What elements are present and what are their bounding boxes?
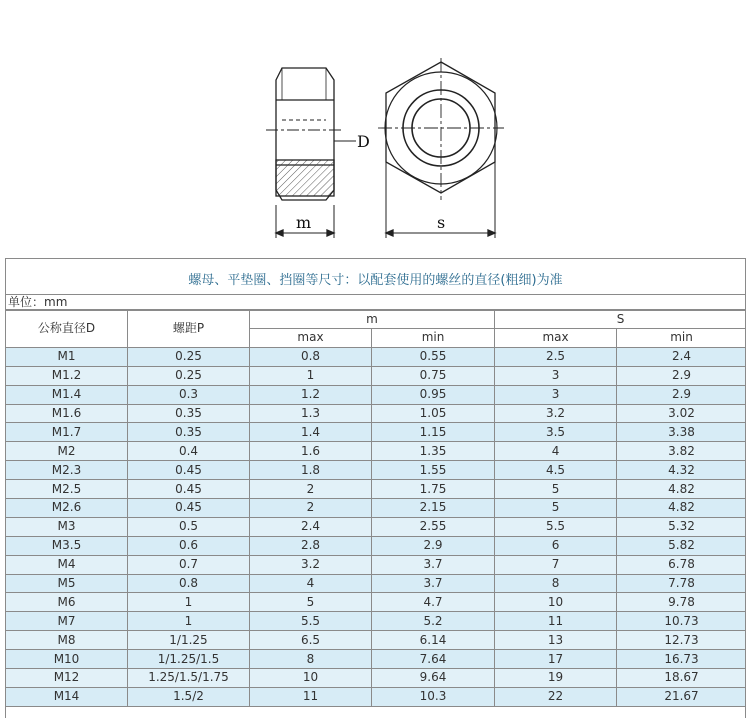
table-row — [6, 461, 747, 480]
cell-m-min: 0.75 — [372, 366, 495, 385]
cell-s-min: 4.82 — [617, 499, 746, 518]
cell-m-min: 6.14 — [372, 631, 495, 650]
header-m: m — [250, 311, 495, 329]
cell-m-max: 5.5 — [250, 612, 372, 631]
cell-s-max: 11 — [495, 612, 617, 631]
table-row — [6, 442, 747, 461]
header-s-max: max — [495, 329, 617, 348]
table-row — [6, 574, 747, 593]
cell-s-min: 12.73 — [617, 631, 746, 650]
cell-pitch: 0.6 — [128, 536, 250, 555]
cell-pitch: 0.35 — [128, 423, 250, 442]
cell-pitch: 0.25 — [128, 366, 250, 385]
cell-s-max: 13 — [495, 631, 617, 650]
cell-s-max: 5 — [495, 480, 617, 499]
table-row — [6, 555, 747, 574]
label-m: m — [296, 213, 312, 232]
cell-s-max: 4.5 — [495, 461, 617, 480]
cell-diameter: M3 — [6, 517, 128, 536]
cell-s-max: 7 — [495, 555, 617, 574]
cell-pitch: 1 — [128, 612, 250, 631]
table-row — [6, 404, 747, 423]
cell-m-max: 11 — [250, 687, 372, 706]
cell-m-min: 2.9 — [372, 536, 495, 555]
cell-s-min: 3.02 — [617, 404, 746, 423]
cell-s-min: 2.9 — [617, 366, 746, 385]
cell-m-max: 1.2 — [250, 385, 372, 404]
table-row — [6, 423, 747, 442]
cell-s-min: 5.82 — [617, 536, 746, 555]
cell-pitch: 0.7 — [128, 555, 250, 574]
table-row — [6, 385, 747, 404]
cell-s-min: 3.38 — [617, 423, 746, 442]
cell-s-min: 3.82 — [617, 442, 746, 461]
cell-diameter: M2.3 — [6, 461, 128, 480]
cell-pitch: 0.3 — [128, 385, 250, 404]
cell-m-min: 4.7 — [372, 593, 495, 612]
cell-s-min: 6.78 — [617, 555, 746, 574]
cell-diameter: M6 — [6, 593, 128, 612]
table-row — [6, 536, 747, 555]
table-row — [6, 480, 747, 499]
cell-m-min: 5.2 — [372, 612, 495, 631]
front-view — [378, 58, 504, 238]
cell-s-min: 9.78 — [617, 593, 746, 612]
cell-s-max: 2.5 — [495, 347, 617, 366]
cell-diameter: M12 — [6, 669, 128, 688]
cell-s-max: 5 — [495, 499, 617, 518]
cell-s-max: 4 — [495, 442, 617, 461]
cell-diameter: M2.6 — [6, 499, 128, 518]
cell-diameter: M14 — [6, 687, 128, 706]
cell-m-max: 1.8 — [250, 461, 372, 480]
cell-diameter: M7 — [6, 612, 128, 631]
header-m-min: min — [372, 329, 495, 348]
cell-diameter: M1 — [6, 347, 128, 366]
label-s: s — [437, 213, 446, 232]
header-diameter: 公称直径D — [6, 311, 128, 348]
cell-s-min: 18.67 — [617, 669, 746, 688]
dimension-table-panel — [5, 258, 746, 718]
cell-diameter: M1.6 — [6, 404, 128, 423]
header-m-max: max — [250, 329, 372, 348]
cell-s-min: 10.73 — [617, 612, 746, 631]
table-header-row — [6, 311, 747, 329]
table-row — [6, 366, 747, 385]
table-caption: 螺母、平垫圈、挡圈等尺寸：以配套使用的螺丝的直径(粗细)为准 — [6, 259, 745, 295]
cell-m-min: 1.35 — [372, 442, 495, 461]
cell-diameter: M2.5 — [6, 480, 128, 499]
cell-s-max: 3 — [495, 385, 617, 404]
cell-pitch: 1.5/2 — [128, 687, 250, 706]
cell-s-min: 5.32 — [617, 517, 746, 536]
table-row — [6, 631, 747, 650]
cell-pitch: 0.4 — [128, 442, 250, 461]
cell-m-max: 3.2 — [250, 555, 372, 574]
cell-m-min: 3.7 — [372, 574, 495, 593]
table-row — [6, 669, 747, 688]
cell-m-min: 0.95 — [372, 385, 495, 404]
cell-s-max: 3.2 — [495, 404, 617, 423]
cell-pitch: 0.8 — [128, 574, 250, 593]
cell-s-min: 7.78 — [617, 574, 746, 593]
cell-m-max: 1.3 — [250, 404, 372, 423]
cell-s-min: 16.73 — [617, 650, 746, 669]
cell-m-max: 1.6 — [250, 442, 372, 461]
cell-m-max: 4 — [250, 574, 372, 593]
cell-s-min: 4.82 — [617, 480, 746, 499]
cell-diameter: M1.7 — [6, 423, 128, 442]
cell-m-min: 0.55 — [372, 347, 495, 366]
cell-s-min: 4.32 — [617, 461, 746, 480]
dimension-table — [5, 310, 746, 707]
cell-m-min: 9.64 — [372, 669, 495, 688]
cell-diameter: M5 — [6, 574, 128, 593]
table-row — [6, 593, 747, 612]
cell-s-max: 19 — [495, 669, 617, 688]
cell-pitch: 0.45 — [128, 480, 250, 499]
cell-diameter: M1.2 — [6, 366, 128, 385]
cell-m-max: 10 — [250, 669, 372, 688]
table-row — [6, 347, 747, 366]
hex-nut-drawing — [0, 0, 750, 258]
cell-s-max: 22 — [495, 687, 617, 706]
cell-s-min: 2.9 — [617, 385, 746, 404]
cell-diameter: M4 — [6, 555, 128, 574]
cell-pitch: 0.5 — [128, 517, 250, 536]
cell-m-min: 3.7 — [372, 555, 495, 574]
header-s-min: min — [617, 329, 746, 348]
cell-s-max: 3 — [495, 366, 617, 385]
cell-s-min: 2.4 — [617, 347, 746, 366]
cell-m-min: 1.05 — [372, 404, 495, 423]
cell-m-max: 1 — [250, 366, 372, 385]
cell-m-min: 2.15 — [372, 499, 495, 518]
table-row — [6, 499, 747, 518]
cell-m-max: 0.8 — [250, 347, 372, 366]
cell-m-min: 1.75 — [372, 480, 495, 499]
table-row — [6, 517, 747, 536]
label-D: D — [357, 132, 370, 151]
cell-s-max: 8 — [495, 574, 617, 593]
cell-m-min: 7.64 — [372, 650, 495, 669]
table-row — [6, 612, 747, 631]
cell-m-max: 1.4 — [250, 423, 372, 442]
cell-s-max: 5.5 — [495, 517, 617, 536]
cell-s-min: 21.67 — [617, 687, 746, 706]
cell-diameter: M3.5 — [6, 536, 128, 555]
cell-m-max: 5 — [250, 593, 372, 612]
cell-m-min: 1.55 — [372, 461, 495, 480]
cell-m-max: 2.8 — [250, 536, 372, 555]
table-row — [6, 650, 747, 669]
table-row — [6, 687, 747, 706]
cell-m-min: 10.3 — [372, 687, 495, 706]
cell-diameter: M2 — [6, 442, 128, 461]
cell-diameter: M8 — [6, 631, 128, 650]
cell-pitch: 0.35 — [128, 404, 250, 423]
cell-m-max: 2 — [250, 499, 372, 518]
cell-m-min: 2.55 — [372, 517, 495, 536]
cell-m-max: 2.4 — [250, 517, 372, 536]
cell-s-max: 17 — [495, 650, 617, 669]
cell-pitch: 0.25 — [128, 347, 250, 366]
unit-label: 单位：mm — [6, 295, 745, 310]
cell-pitch: 1 — [128, 593, 250, 612]
cell-pitch: 1/1.25/1.5 — [128, 650, 250, 669]
cell-pitch: 0.45 — [128, 461, 250, 480]
header-pitch: 螺距P — [128, 311, 250, 348]
cell-pitch: 0.45 — [128, 499, 250, 518]
cell-s-max: 6 — [495, 536, 617, 555]
cell-pitch: 1.25/1.5/1.75 — [128, 669, 250, 688]
cell-m-max: 8 — [250, 650, 372, 669]
cell-s-max: 3.5 — [495, 423, 617, 442]
cell-m-max: 2 — [250, 480, 372, 499]
cell-diameter: M1.4 — [6, 385, 128, 404]
cell-m-min: 1.15 — [372, 423, 495, 442]
header-s: S — [495, 311, 746, 329]
cell-s-max: 10 — [495, 593, 617, 612]
cell-pitch: 1/1.25 — [128, 631, 250, 650]
cell-m-max: 6.5 — [250, 631, 372, 650]
cell-diameter: M10 — [6, 650, 128, 669]
